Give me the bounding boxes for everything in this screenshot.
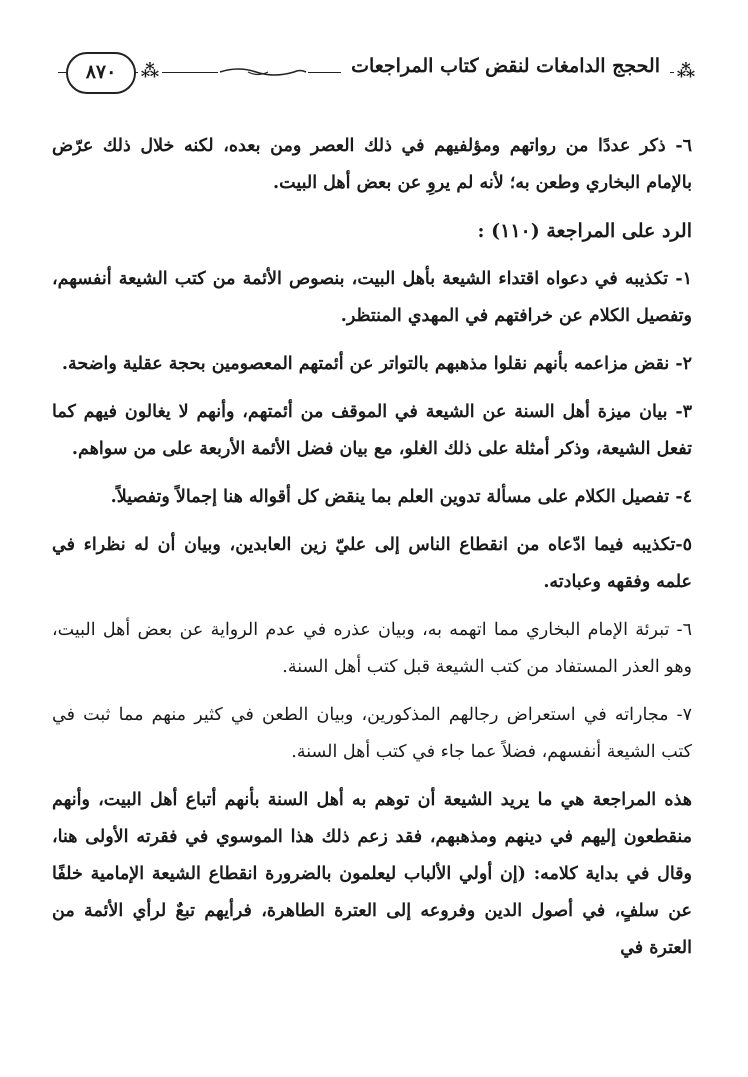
header-flourish-icon [218, 64, 308, 78]
list-item-2: ٢- نقض مزاعمه بأنهم نقلوا مذهبهم بالتواتر عن أئمتهم المعصومين بحجة عقلية واضحة. [61, 354, 692, 374]
closing-paragraph: هذه المراجعة هي ما يريد الشيعة أن توهم به أهل السنة بأنهم أتباع أهل البيت، وأنهم منقطعون إليهم في دينهم ومذهبهم، فقد زعم ذلك هذا الموسوي في فقرته الأولى هنا، وقال في بداية كلامه: (إن أولي الألباب ليعلمون بالضرورة انقطاع الشيعة الإمامية خلفًا عن سلفٍ، في أصول الدين وفروعه إلى العترة الطاهرة، فرأيهم تبعٌ لرأي الأئمة من العترة في [52, 790, 692, 958]
section-heading: الرد على المراجعة (١١٠) : [477, 220, 692, 242]
page-number: ٨٧٠ [66, 52, 136, 94]
list-item-7: ٧- مجاراته في استعراض رجالهم المذكورين، وبيان الطعن في كثير منهم مما ثبت في كتب الشيعة أنفسهم، فضلاً عما جاء في كتب أهل السنة. [52, 705, 692, 762]
header-ornament-right-icon: ⁂ [674, 61, 698, 83]
main-content [52, 128, 692, 978]
list-item-4: ٤- تفصيل الكلام على مسألة تدوين العلم بما ينقض كل أقواله هنا إجمالاً وتفصيلاً. [110, 487, 692, 507]
list-item-5: ٥-تكذيبه فيما ادّعاه من انقطاع الناس إلى عليّ زين العابدين، وبيان أن له نظراء في علمه وفقهه وعبادته. [52, 535, 692, 592]
running-header [58, 50, 698, 96]
header-ornament-left-icon: ⁂ [138, 61, 162, 83]
intro-paragraph: ٦- ذكر عددًا من رواتهم ومؤلفيهم في ذلك العصر ومن بعده، لكنه خلال ذلك عرّض بالإمام البخاري وطعن به؛ لأنه لم يروِ عن بعض أهل البيت. [52, 136, 692, 193]
list-item-6: ٦- تبرئة الإمام البخاري مما اتهمه به، وبيان عذره في عدم الرواية عن بعض أهل البيت، وهو العذر المستفاد من كتب الشيعة قبل كتب أهل السنة. [52, 620, 692, 677]
book-title: الحجج الدامغات لنقض كتاب المراجعات [341, 55, 670, 77]
list-item-1: ١- تكذيبه في دعواه اقتداء الشيعة بأهل البيت، بنصوص الأئمة من كتب الشيعة أنفسهم، وتفصيل الكلام عن خرافتهم في المهدي المنتظر. [52, 269, 692, 326]
list-item-3: ٣- بيان ميزة أهل السنة عن الشيعة في الموقف من أئمتهم، وأنهم لا يغالون فيهم كما تفعل الشيعة، وذكر أمثلة على ذلك الغلو، مع بيان فضل الأئمة الأربعة على من سواهم. [52, 402, 692, 459]
